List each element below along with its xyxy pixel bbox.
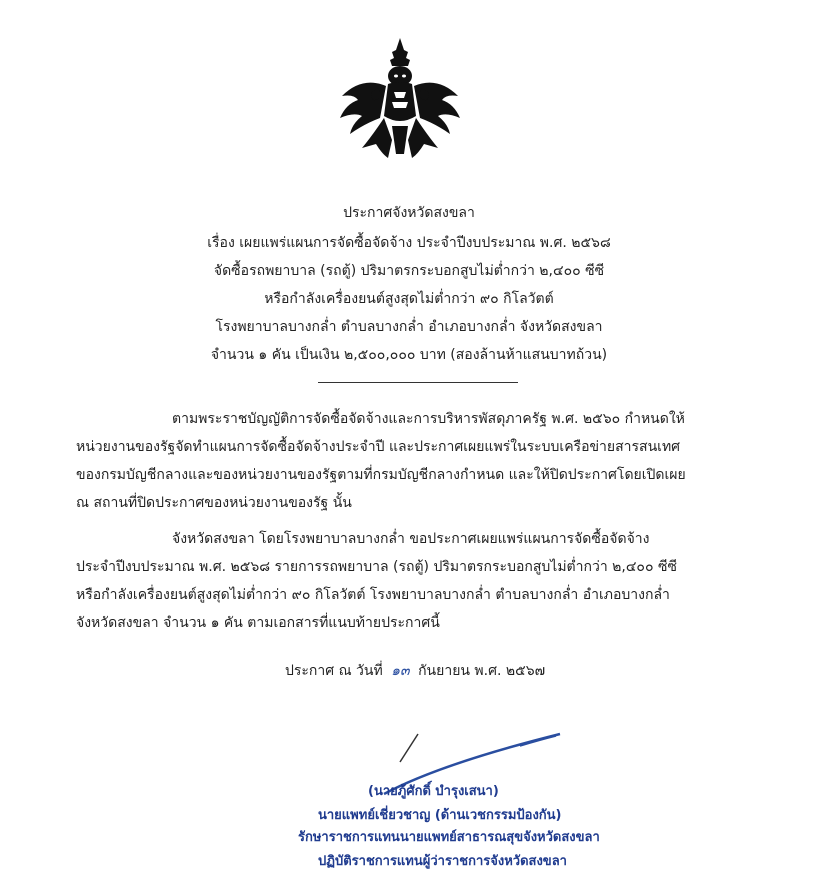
- date-prefix: ประกาศ ณ วันที่: [285, 663, 383, 679]
- signatory-title-3: ปฏิบัติราชการแทนผู้ว่าราชการจังหวัดสงขลา: [318, 854, 567, 869]
- paragraph2-line-2: ประจำปีงบประมาณ พ.ศ. ๒๕๖๘ รายการรถพยาบาล (รถตู้) ปริมาตรกระบอกสูบไม่ต่ำกว่า ๒,๔๐๐ ซีซี: [76, 559, 677, 575]
- paragraph2-line-4: จังหวัดสงขลา จำนวน ๑ คัน ตามเอกสารที่แนบท้ายประกาศนี้: [76, 615, 440, 631]
- signatory-title-1: นายแพทย์เชี่ยวชาญ (ด้านเวชกรรมป้องกัน): [318, 808, 562, 823]
- signatory-title-2: รักษาราชการแทนนายแพทย์สาธารณสุขจังหวัดสงขลา: [298, 830, 600, 845]
- paragraph1-line-2: หน่วยงานของรัฐจัดทำแผนการจัดซื้อจัดจ้างประจำปี และประกาศเผยแพร่ในระบบเครือข่ายสารสนเทศ: [76, 439, 681, 455]
- announcement-date: [285, 660, 545, 682]
- garuda-emblem-icon: [332, 36, 468, 164]
- subject-line-5: จำนวน ๑ คัน เป็นเงิน ๒,๕๐๐,๐๐๐ บาท (สองล้านห้าแสนบาทถ้วน): [210, 347, 608, 363]
- header-divider: [318, 382, 518, 383]
- signatory-name: (นายภู้ศักดิ์ บำรุงเสนา): [368, 784, 499, 799]
- date-month-year: กันยายน พ.ศ. ๒๕๖๗: [418, 663, 546, 679]
- paragraph2-line-1: จังหวัดสงขลา โดยโรงพยาบาลบางกล่ำ ขอประกาศเผยแพร่แผนการจัดซื้อจัดจ้าง: [172, 531, 650, 547]
- subject-line-1: เรื่อง เผยแพร่แผนการจัดซื้อจัดจ้าง ประจำปีงบประมาณ พ.ศ. ๒๕๖๘: [207, 235, 611, 251]
- paragraph1-line-4: ณ สถานที่ปิดประกาศของหน่วยงานของรัฐ นั้น: [76, 495, 352, 511]
- paragraph1-line-3: ของกรมบัญชีกลางและของหน่วยงานของรัฐตามที่กรมบัญชีกลางกำหนด และให้ปิดประกาศโดยเปิดเผย: [76, 467, 686, 483]
- subject-line-3: หรือกำลังเครื่องยนต์สูงสุดไม่ต่ำกว่า ๙๐ กิโลวัตต์: [264, 291, 554, 307]
- paragraph2-line-3: หรือกำลังเครื่องยนต์สูงสุดไม่ต่ำกว่า ๙๐ กิโลวัตต์ โรงพยาบาลบางกล่ำ ตำบลบางกล่ำ อำเภอบางกล่ำ: [76, 587, 670, 603]
- announcement-title: ประกาศจังหวัดสงขลา: [343, 205, 475, 221]
- subject-line-4: โรงพยาบาลบางกล่ำ ตำบลบางกล่ำ อำเภอบางกล่ำ จังหวัดสงขลา: [215, 319, 603, 335]
- date-day: ๑๓: [391, 663, 410, 679]
- paragraph1-line-1: ตามพระราชบัญญัติการจัดซื้อจัดจ้างและการบริหารพัสดุภาครัฐ พ.ศ. ๒๕๖๐ กำหนดให้: [172, 411, 685, 427]
- subject-line-2: จัดซื้อรถพยาบาล (รถตู้) ปริมาตรกระบอกสูบไม่ต่ำกว่า ๒,๔๐๐ ซีซี: [213, 263, 605, 279]
